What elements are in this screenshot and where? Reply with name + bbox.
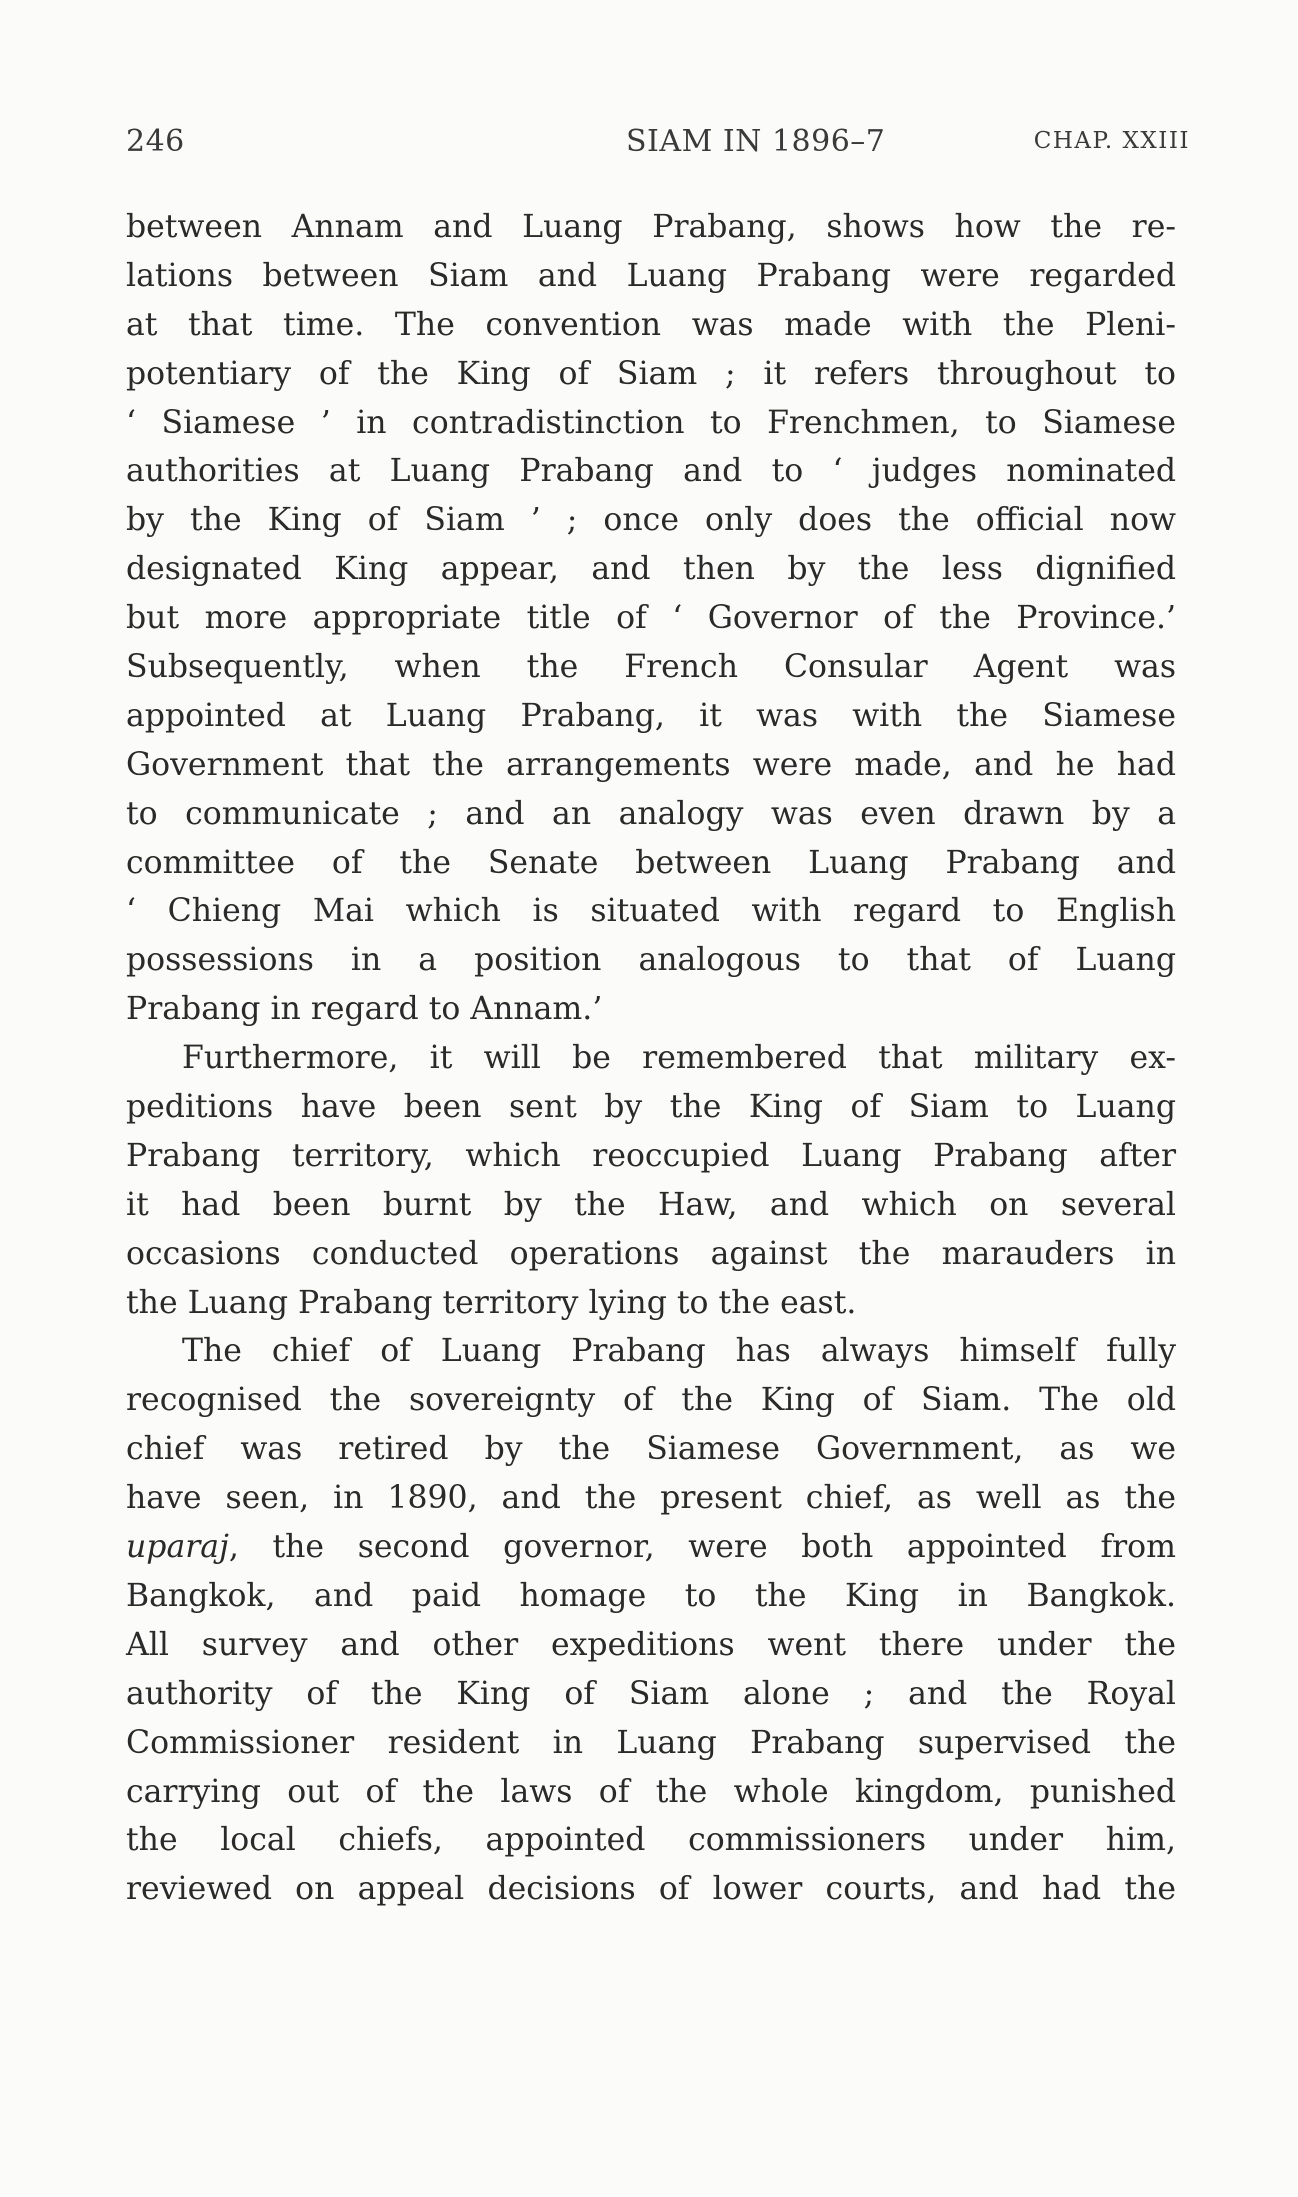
text-line: chief was retired by the Siamese Government, as we [126,1431,1176,1468]
text-line: designated King appear, and then by the less dignified [126,551,1176,588]
text-line: at that time. The convention was made with the Pleni- [126,306,1176,343]
text-line: possessions in a position analogous to that of Luang [126,942,1176,979]
text-line: Bangkok, and paid homage to the King in Bangkok. [126,1577,1176,1614]
text-line: by the King of Siam ’ ; once only does the official now [126,502,1176,539]
text-line: Subsequently, when the French Consular Agent was [126,649,1176,686]
text-line: ‘ Chieng Mai which is situated with regard to English [126,893,1176,930]
text-line: have seen, in 1890, and the present chief, as well as the [126,1480,1176,1517]
text-line: lations between Siam and Luang Prabang were regarded [126,257,1176,294]
text-line: potentiary of the King of Siam ; it refers throughout to [126,355,1176,392]
text-line: ‘ Siamese ’ in contradistinction to Frenchmen, to Siamese [126,404,1176,441]
text-line: occasions conducted operations against the marauders in [126,1235,1176,1272]
chapter-label: CHAP. XXIII [1033,128,1190,154]
running-head [126,124,1190,164]
text-line: to communicate ; and an analogy was even drawn by a [126,795,1176,832]
text-line: it had been burnt by the Haw, and which on several [126,1186,1176,1223]
text-line: carrying out of the laws of the whole kingdom, punished [126,1773,1176,1810]
paragraph-start-line: The chief of Luang Prabang has always himself fully [182,1333,1176,1370]
text-line: recognised the sovereignty of the King of Siam. The old [126,1382,1176,1419]
text-line-continuation: , the second governor, were both appointed from [228,1529,1176,1566]
paragraph-end-line: Prabang in regard to Annam.’ [126,991,603,1028]
text-line: reviewed on appeal decisions of lower courts, and had the [126,1871,1176,1908]
paragraph-end-line: the Luang Prabang territory lying to the east. [126,1284,857,1321]
text-line: between Annam and Luang Prabang, shows how the re- [126,209,1176,245]
text-line: but more appropriate title of ‘ Governor of the Province.’ [126,600,1176,637]
text-line: Prabang territory, which reoccupied Luang Prabang after [126,1137,1176,1174]
running-title: SIAM IN 1896–7 [626,124,886,159]
text-line [126,1523,1176,1572]
text-line: authorities at Luang Prabang and to ‘ judges nominated [126,453,1176,490]
body-text [126,203,1176,1914]
page-number: 246 [126,124,185,159]
paragraph-start-line: Furthermore, it will be remembered that military ex- [182,1040,1176,1077]
text-line: the local chiefs, appointed commissioners under him, [126,1822,1176,1859]
text-line: committee of the Senate between Luang Prabang and [126,844,1176,881]
text-line: Commissioner resident in Luang Prabang supervised the [126,1724,1176,1761]
text-line: Government that the arrangements were made, and he had [126,746,1176,783]
text-line: All survey and other expeditions went there under the [126,1626,1176,1663]
text-line: appointed at Luang Prabang, it was with the Siamese [126,697,1176,734]
text-line: authority of the King of Siam alone ; and the Royal [126,1675,1176,1712]
text-line: peditions have been sent by the King of Siam to Luang [126,1089,1176,1126]
italic-term-uparaj: uparaj [126,1529,229,1566]
